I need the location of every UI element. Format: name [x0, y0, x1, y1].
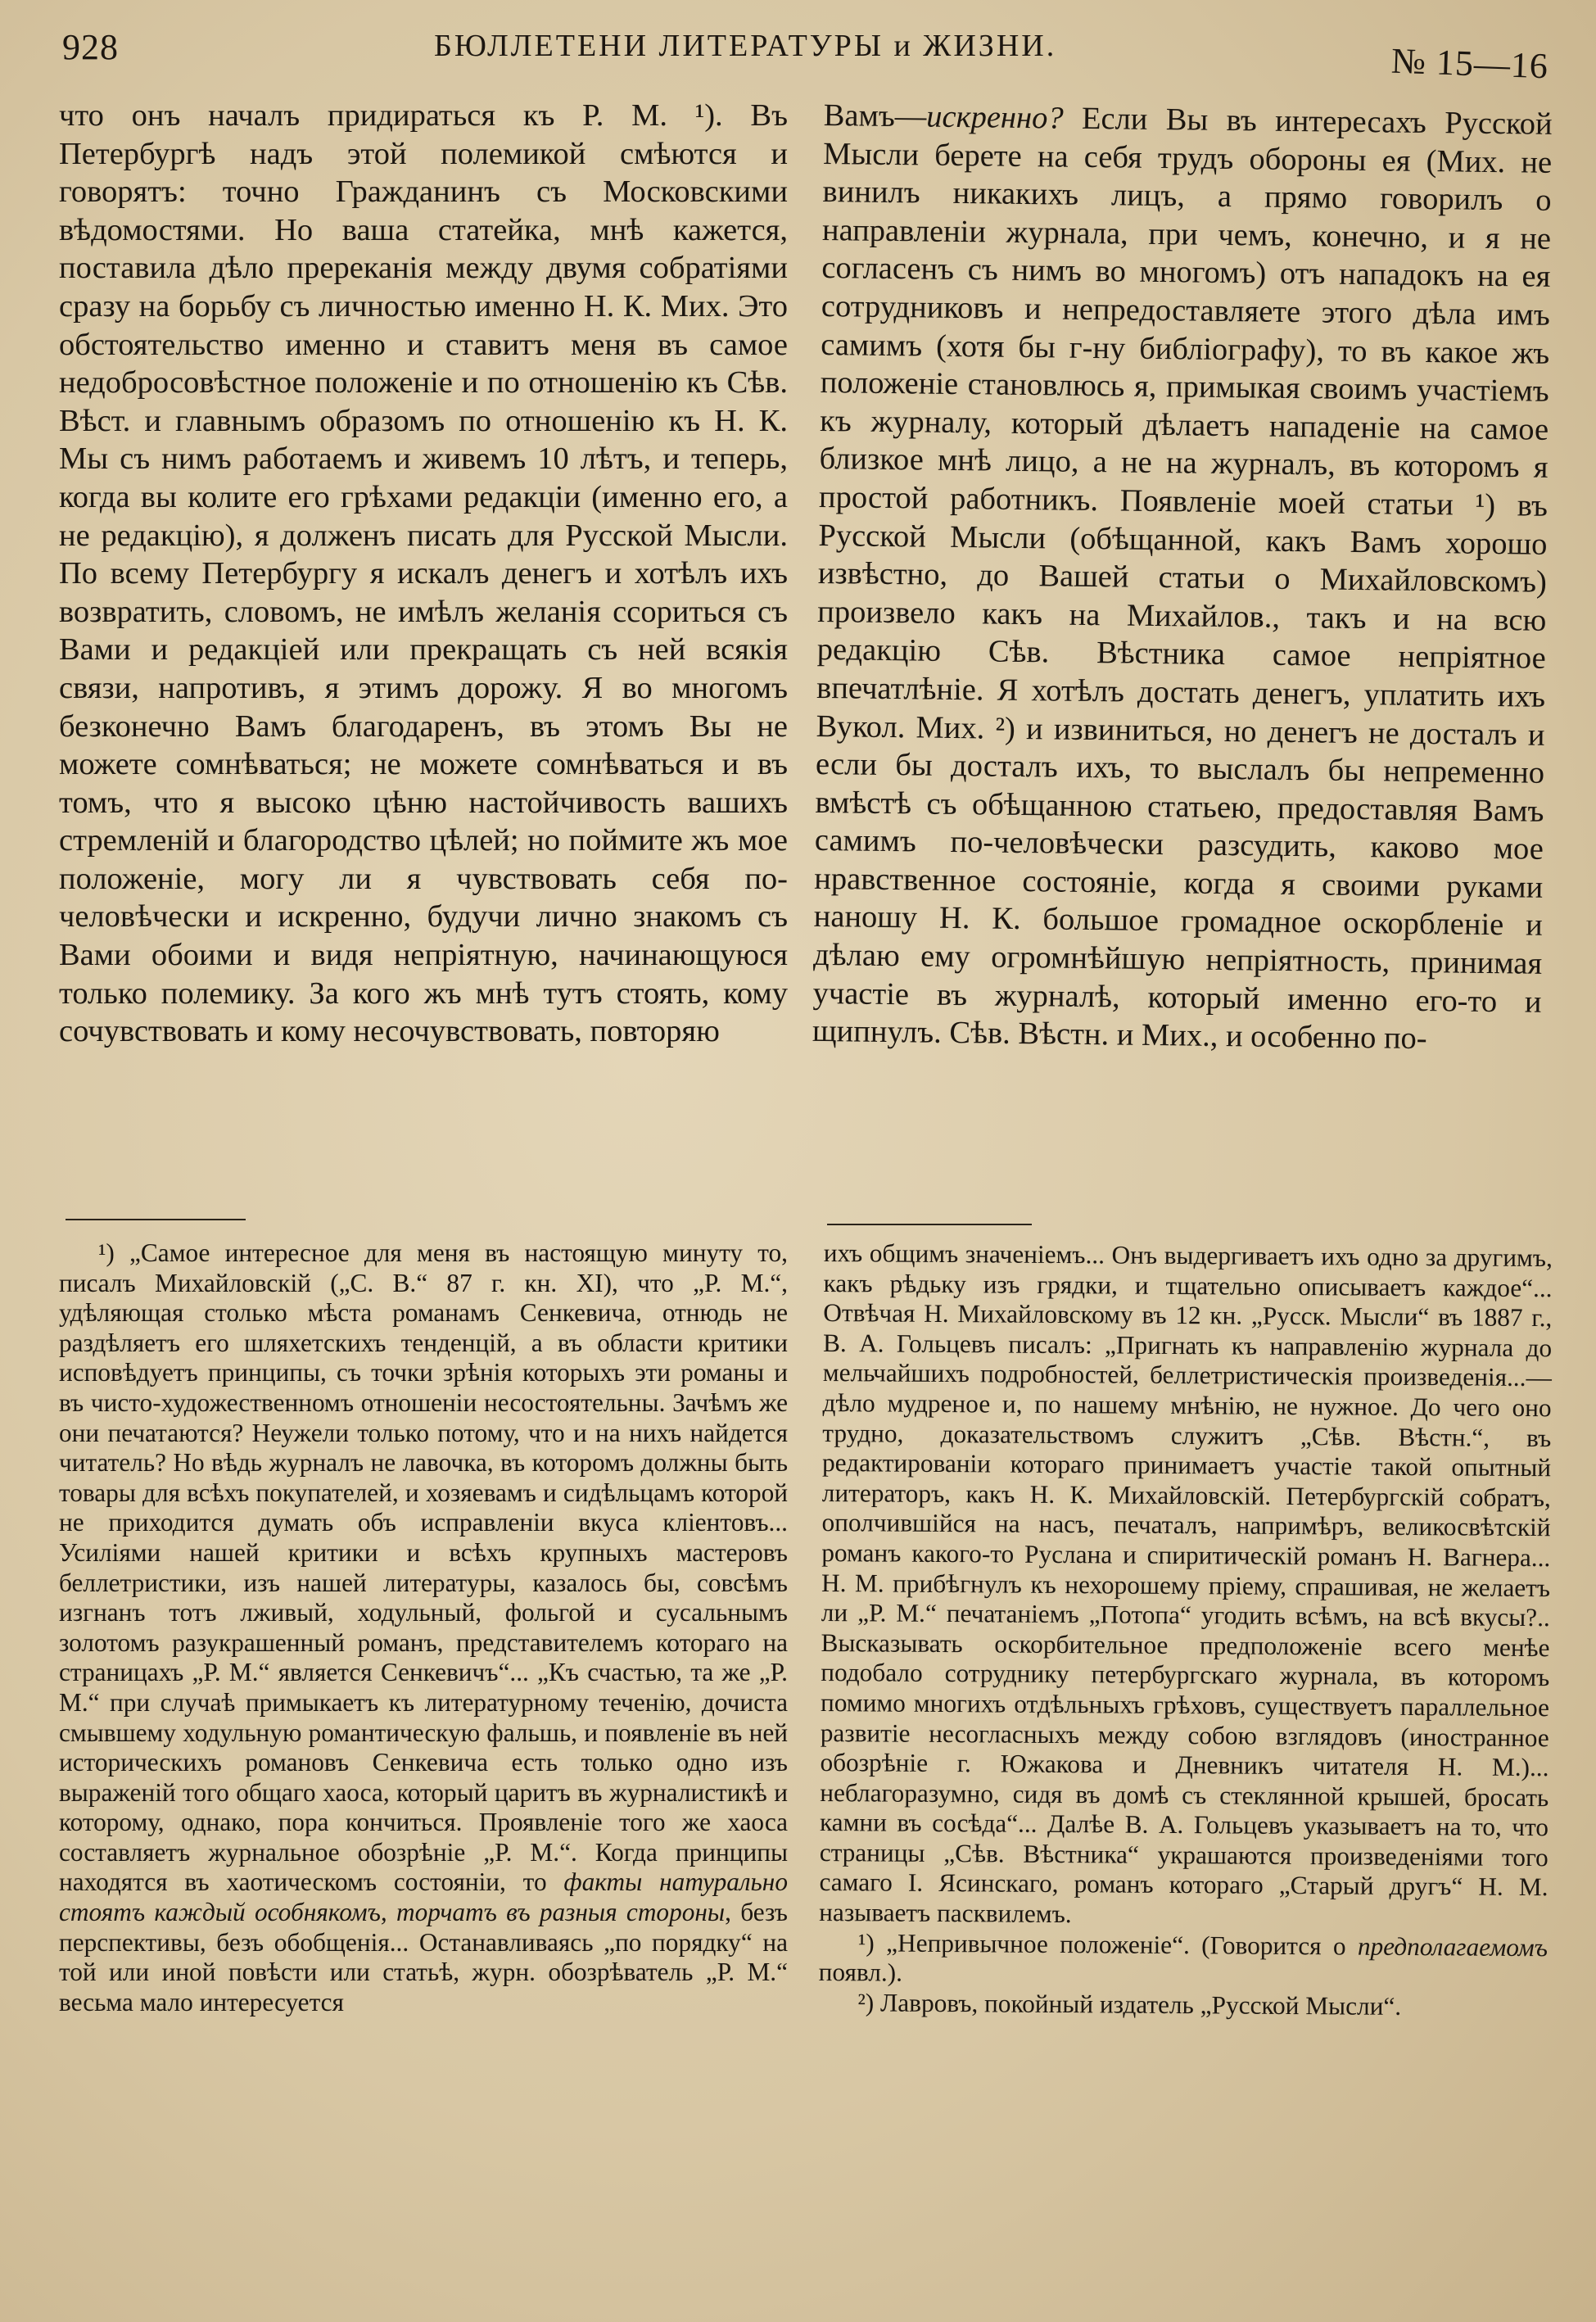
footnote-text: появл.). — [818, 1958, 903, 1987]
body-text: Вамъ— — [823, 97, 927, 134]
footnote-right-1 — [819, 1928, 1548, 1993]
running-title: БЮЛЛЕТЕНИ ЛИТЕРАТУРЫ и ЖИЗНИ. — [434, 29, 1057, 63]
footnote-1-continued: ихъ общимъ значеніемъ... Онъ выдергиваетъ ихъ одно за другимъ, какъ рѣдьку изъ грядки, и тщательно описываетъ каждое“... Отвѣчая Н. Михайловскому въ 12 кн. „Русск. Мысли“ въ 1887 г., В. А. Гольцевъ писалъ: „Пригнать къ направленію журнала до мельчайшихъ подробностей, беллетристическія произведенія...— дѣло мудреное и, по нашему мнѣнію, не нужное. До чего оно трудно, доказательствомъ служитъ „Сѣв. Вѣстн.“, въ редактированіи котораго принимаетъ участіе такой опытный литераторъ, какъ Н. К. Михайловскій. Петербургскій собратъ, ополчившійся на насъ, печаталъ, напримѣръ, великосвѣтскій романъ какого-то Руслана и спиритическій романъ Н. Вагнера... Н. М. прибѣгнулъ къ нехорошему пріему, спрашивая, не желаетъ ли „Р. М.“ печатаніемъ „Потопа“ угодить всѣмъ, на всѣ вкусы?.. Высказывать оскорбительное предположеніе всего менѣе подобало сотруднику петербургскаго журнала, въ которомъ помимо многихъ отдѣльныхъ грѣховъ, существуетъ параллельное развитіе несогласныхъ между собою взглядовъ (иностранное обозрѣніе г. Южакова и Дневникъ читателя Н. М.)... неблагоразумно, сидя въ домѣ съ стеклянной крышей, бросать камни въ сосѣда“... Далѣе В. А. Гольцевъ указываетъ на то, что страницы „Сѣв. Вѣстника“ украшаются произведеніями того самаго I. Ясинскаго, романъ котораго „Старый другъ“ Н. М. называетъ пасквилемъ. — [819, 1238, 1553, 1929]
footnotes-right-column — [818, 1238, 1553, 2023]
main-text-left-column — [59, 97, 788, 1051]
page-number: 928 — [62, 27, 119, 67]
footnotes-left-column — [59, 1238, 788, 2017]
body-paragraph: что онъ началъ придираться къ Р. М. ¹). Въ Петербургѣ надъ этой полемикой смѣются и говорятъ: точно Гражданинъ съ Московскими вѣдомостями. Но ваша статейка, мнѣ кажется, поставила дѣло пререканія между двумя собратіями сразу на борьбу съ личностью именно Н. К. Мих. Это обстоятельство именно и ставитъ меня въ самое недобросовѣстное положеніе и по отношенію къ Сѣв. Вѣст. и главнымъ образомъ по отношенію къ Н. К. Мы съ нимъ работаемъ и живемъ 10 лѣтъ, и теперь, когда вы колите его грѣхами редакціи (именно его, а не редакцію), я долженъ писать для Русской Мысли. По всему Петербургу я искалъ денегъ и хотѣлъ ихъ возвратить, словомъ, не имѣлъ желанія ссориться съ Вами и редакціей или прекращать съ ней всякія связи, напротивъ, я этимъ дорожу. Я во многомъ безконечно Вамъ благодаренъ, въ этомъ Вы не можете сомнѣваться; не можете сомнѣваться и въ томъ, что я высоко цѣню настойчивость вашихъ стремленій и благородство цѣлей; но поймите жъ мое положеніе, могу ли я чувствовать себя по-человѣчески и искренно, будучи лично знакомъ съ Вами обоими и видя непріятную, начинающуюся только полемику. За кого жъ мнѣ тутъ стоять, кому сочувствовать и кому несочувствовать, повторяю — [59, 98, 788, 1049]
footnote-emphasis: предполагаемомъ — [1357, 1931, 1549, 1962]
footnote-text: ¹) „Самое интересное для меня въ настоящую минуту то, писалъ Михайловскій („С. В.“ 87 г. кн. XI), что „Р. М.“, удѣляющая столько мѣста романамъ Сенкевича, отнюдь не раздѣляетъ его шляхетскихъ тенденцій, а въ области критики исповѣдуетъ принципы, съ точки зрѣнія которыхъ эти романы и въ чисто-художественномъ отношеніи несостоятельны. Зачѣмъ же они печатаются? Неужели только потому, что и на нихъ найдется читатель? Но вѣдь журналъ не лавочка, въ которомъ должны быть товары для всѣхъ покупателей, и хозяевамъ и сидѣльцамъ которой не приходится думать объ исправленіи вкуса кліентовъ... Усиліями нашей критики и всѣхъ крупныхъ мастеровъ беллетристики, изъ нашей литературы, казалось бы, совсѣмъ изгнанъ тотъ лживый, ходульный, фольгой и сусальнымъ золотомъ разукрашенный романъ, представителемъ котораго на страницахъ „Р. М.“ является Сенкевичъ“... „Къ счастью, та же „Р. М.“ при случаѣ примыкаетъ къ литературному теченію, дочиста смывшему ходульную романтическую фальшь, и появленіе въ ней историческихъ романовъ Сенкевича есть только одно изъ выраженій того общаго хаоса, который царитъ въ журналистикѣ и которому, однако, пора кончиться. Проявленіе того же хаоса составляетъ журнальное обозрѣніе „Р. М.“. Когда принципы находятся въ хаотическомъ состояніи, то — [59, 1238, 788, 1897]
main-text-right-column — [812, 97, 1553, 1060]
footnote-separator-right — [827, 1224, 1032, 1225]
footnote-right-2: ²) Лавровъ, покойный издатель „Русской Мысли“. — [857, 1988, 1402, 2021]
body-paragraph — [812, 97, 1553, 1060]
footnote-1 — [59, 1238, 788, 2017]
emphasis-text: искренно? — [926, 99, 1064, 136]
footnote-text: , безъ перспективы, безъ обобщенія... Останавливаясь „по порядку“ на той или иной повѣсти или статьѣ, журн. обозрѣватель „Р. М.“ весьма мало интересуется — [59, 1898, 788, 2016]
body-text: Если Вы въ интересахъ Русской Мысли берете на себя трудъ обороны ея (Мих. не винилъ никакихъ лицъ, а прямо говорилъ о направленіи журнала, при чемъ, конечно, и я не согласенъ съ нимъ во многомъ) отъ нападокъ на ея сотрудниковъ и непредоставляете этого дѣла имъ самимъ (хотя бы г-ну библіографу), то въ какое жъ положеніе становлюсь я, примыкая своимъ участіемъ къ журналу, который дѣлаетъ нападеніе на самое близкое мнѣ лицо, а не на журналъ, въ которомъ я простой работникъ. Появленіе моей статьи ¹) въ Русской Мысли (обѣщанной, какъ Вамъ хорошо извѣстно, до Вашей статьи о Михайловскомъ) произвело какъ на Михайлов., такъ и на всю редакцію Сѣв. Вѣстника самое непріятное впечатлѣніе. Я хотѣлъ достать денегъ, уплатить ихъ Вукол. Мих. ²) и извиниться, но денегъ не досталъ и если бы досталъ ихъ, то выслалъ бы непременно вмѣстѣ съ обѣщанною статьею, предоставляя Вамъ самимъ по-человѣчески разсудить, каково мое нравственное состояніе, когда я своими руками наношу Н. К. большое громадное оскорбленіе и дѣлаю ему огромнѣйшую непріятность, принимая участіе въ журналѣ, который именно его-то и щипнулъ. Сѣв. Вѣстн. и Мих., и особенно по- — [812, 101, 1553, 1057]
footnote-separator-left — [66, 1219, 246, 1220]
issue-number: № 15—16 — [1390, 40, 1549, 87]
page-header — [57, 18, 1563, 87]
footnote-emphasis: факты натурально стоятъ каждый особнякомъ, торчатъ въ разныя стороны — [59, 1867, 788, 1927]
footnote-text: ¹) „Непривычное положеніе“. (Говорится о — [857, 1927, 1359, 1961]
